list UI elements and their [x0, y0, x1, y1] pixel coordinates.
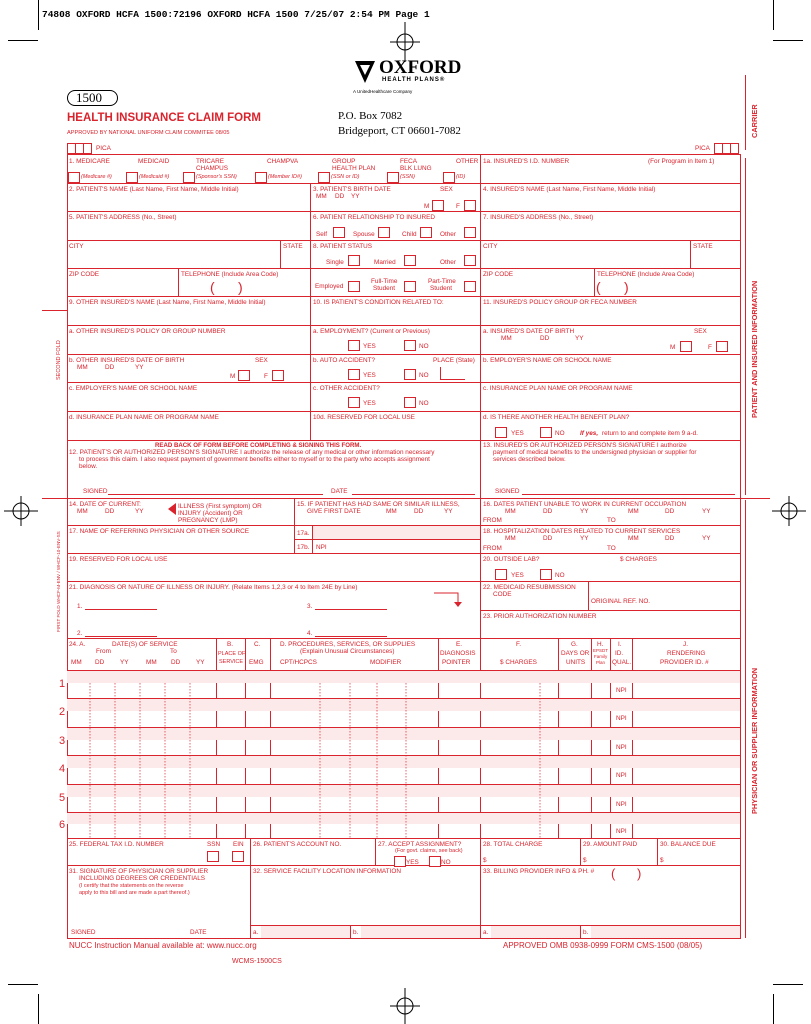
- label-24f: F.: [516, 641, 521, 648]
- label-program: (For Program in Item 1): [648, 158, 715, 165]
- label-sex: SEX: [440, 186, 453, 193]
- label-24g: G.: [571, 641, 578, 648]
- label-f: F: [264, 373, 268, 380]
- label-sig-12-line3: below.: [79, 463, 98, 470]
- label-student-pt: Student: [430, 285, 453, 292]
- pica-right: PICA: [695, 145, 710, 152]
- label-family: Family: [594, 654, 608, 659]
- pica-left: PICA: [96, 145, 111, 152]
- label-from: FROM: [483, 545, 502, 552]
- label-injury: INJURY (Accident) OR: [178, 510, 243, 517]
- label-total-charge: 28. TOTAL CHARGE: [483, 841, 543, 848]
- label-dd: DD: [335, 193, 345, 200]
- label-dd: DD: [105, 364, 115, 371]
- label-first-date: GIVE FIRST DATE: [307, 508, 361, 515]
- label-if-yes: If yes,: [580, 430, 599, 437]
- label-reserved-local: 10d. RESERVED FOR LOCAL USE: [313, 414, 415, 421]
- side-label-patient: PATIENT AND INSURED INFORMATION: [750, 280, 759, 418]
- label-insured-address: 7. INSURED'S ADDRESS (No., Street): [483, 214, 594, 221]
- label-diag-4: 4.: [307, 630, 313, 637]
- label-m: M: [230, 373, 236, 380]
- label-dollar: $: [583, 857, 587, 864]
- label-id: (ID): [456, 174, 466, 180]
- label-champus: CHAMPUS: [196, 165, 228, 172]
- label-sig-13-line2: payment of medical benefits to the undersigned physician or supplier for: [493, 449, 697, 456]
- label-24i: I.: [618, 641, 622, 648]
- shade-32b: [361, 926, 480, 938]
- fax-header: 74808 OXFORD HCFA 1500:72196 OXFORD HCFA 1500 7/25/07 2:54 PM Page 1: [42, 9, 430, 20]
- label-other-insured-name: 9. OTHER INSURED'S NAME (Last Name, First Name, Middle Initial): [69, 299, 266, 306]
- label-yes: YES: [363, 400, 376, 407]
- form-title: HEALTH INSURANCE CLAIM FORM: [67, 112, 261, 124]
- label-employment: a. EMPLOYMENT? (Current or Previous): [313, 328, 430, 335]
- label-prior-auth: 23. PRIOR AUTHORIZATION NUMBER: [483, 613, 597, 620]
- label-balance-due: 30. BALANCE DUE: [660, 841, 716, 848]
- label-sex: SEX: [255, 357, 268, 364]
- footer-nucc: NUCC Instruction Manual available at: www.nucc.org: [69, 941, 257, 950]
- line-number: 5: [59, 792, 66, 804]
- label-place-state: PLACE (State): [433, 357, 475, 364]
- label-mm: MM: [505, 508, 516, 515]
- side-label-carrier: CARRIER: [750, 104, 759, 138]
- label-insured-id: 1a. INSURED'S I.D. NUMBER: [483, 158, 570, 165]
- label-state-insured: STATE: [693, 243, 713, 250]
- label-dd: DD: [665, 508, 675, 515]
- label-date-31: DATE: [190, 929, 207, 936]
- label-mm: MM: [505, 535, 516, 542]
- label-no: NO: [419, 400, 429, 407]
- label-date: DATE: [331, 488, 348, 495]
- label-a-33: a.: [483, 929, 489, 936]
- label-npi-line: NPI: [616, 828, 627, 835]
- label-yy: YY: [135, 508, 144, 515]
- label-to: TO: [607, 545, 616, 552]
- label-spouse: Spouse: [353, 231, 375, 238]
- shade-32a: [261, 926, 350, 938]
- label-yes: YES: [511, 572, 524, 579]
- label-ssn-or-id: (SSN or ID): [331, 174, 360, 180]
- label-dollar: $: [483, 857, 487, 864]
- label-self: Self: [316, 231, 328, 238]
- shade-33b: [591, 926, 740, 938]
- label-physician-signature-4: apply to this bill and are made a part thereof.): [79, 890, 190, 896]
- label-sig-12-line2: to process this claim. I also request payment of government benefits either to myself or to the party who accepts assignment: [79, 456, 430, 463]
- label-explain: (Explain Unusual Circumstances): [300, 648, 395, 655]
- label-days-or: DAYS OR: [561, 650, 590, 657]
- label-date-current: 14. DATE OF CURRENT:: [69, 501, 141, 508]
- label-insured-dob: a. INSURED'S DATE OF BIRTH: [483, 328, 575, 335]
- label-diagnosis-24: DIAGNOSIS: [440, 650, 476, 657]
- label-other-status: Other: [440, 259, 456, 266]
- label-part-time: Part-Time: [428, 278, 456, 285]
- ssn-checkbox[interactable]: [207, 851, 219, 862]
- label-birth-date: 3. PATIENT'S BIRTH DATE: [313, 186, 391, 193]
- label-24c: C.: [254, 641, 261, 648]
- label-medicaid: MEDICAID: [138, 158, 170, 165]
- label-cpt: CPT/HCPCS: [280, 659, 317, 666]
- label-state: STATE: [283, 243, 303, 250]
- label-diag-3: 3.: [307, 603, 313, 610]
- label-no: NO: [419, 372, 429, 379]
- logo-tagline: A UnitedHealthcare Company: [353, 89, 413, 94]
- label-sig-13-line3: services described below.: [493, 456, 566, 463]
- label-units: UNITS: [566, 659, 586, 666]
- label-no: NO: [441, 859, 451, 866]
- label-govt-claims: (For govt. claims, see back): [395, 848, 463, 854]
- label-insurance-plan-9d: d. INSURANCE PLAN NAME OR PROGRAM NAME: [69, 414, 219, 421]
- footer-approved: APPROVED OMB 0938-0999 FORM CMS-1500 (08/05): [503, 941, 703, 950]
- label-17a: 17a.: [297, 530, 310, 537]
- label-group-health: HEALTH PLAN: [332, 165, 376, 172]
- label-telephone: TELEPHONE (Include Area Code): [181, 271, 279, 278]
- label-medicaid-resubmission: 22. MEDICAID RESUBMISSION: [483, 584, 576, 591]
- label-plan: Plan: [596, 660, 606, 665]
- label-sig-13-line1: 13. INSURED'S OR AUTHORIZED PERSON'S SIGNATURE I authorize: [483, 442, 687, 449]
- label-dd: DD: [543, 535, 553, 542]
- label-other-insured-dob: b. OTHER INSURED'S DATE OF BIRTH: [69, 357, 185, 364]
- label-24j: J.: [683, 641, 688, 648]
- assignment-yes-checkbox[interactable]: [394, 856, 406, 867]
- label-yy: YY: [135, 364, 144, 371]
- label-return-complete: return to and complete item 9 a-d.: [602, 430, 698, 437]
- label-yy: YY: [196, 659, 205, 666]
- label-provider-id: PROVIDER ID. #: [660, 659, 709, 666]
- label-17b: 17b.: [297, 544, 310, 551]
- label-b-32: b.: [353, 929, 359, 936]
- label-dates-of-service: DATE(S) OF SERVICE: [112, 641, 178, 648]
- label-condition-related: 10. IS PATIENT'S CONDITION RELATED TO:: [313, 299, 444, 306]
- label-procedures: D. PROCEDURES, SERVICES, OR SUPPLIES: [280, 641, 416, 648]
- label-yy: YY: [702, 508, 711, 515]
- label-zip: ZIP CODE: [69, 271, 100, 278]
- line-number: 4: [59, 763, 66, 775]
- address-line1: P.O. Box 7082: [338, 110, 403, 122]
- label-account-no: 26. PATIENT'S ACCOUNT NO.: [253, 841, 342, 848]
- label-yy: YY: [444, 508, 453, 515]
- label-dd: DD: [540, 335, 550, 342]
- label-signed-31: SIGNED: [71, 929, 96, 936]
- label-dd: DD: [105, 508, 115, 515]
- label-medicaid-id: (Medicaid #): [139, 174, 170, 180]
- label-npi-line: NPI: [616, 687, 627, 694]
- label-tax-id: 25. FEDERAL TAX I.D. NUMBER: [69, 841, 164, 848]
- label-yy: YY: [120, 659, 129, 666]
- label-read-back: READ BACK OF FORM BEFORE COMPLETING & SIGNING THIS FORM.: [155, 442, 362, 449]
- label-physician-signature-2: INCLUDING DEGREES OR CREDENTIALS: [79, 875, 206, 882]
- side-label-first-fold: FIRST FOLD WHCF-M-ENV / WHCF-10-ENV-SS: [56, 531, 61, 632]
- label-illness: ILLNESS (First symptom) OR: [178, 503, 262, 510]
- label-employed: Employed: [315, 283, 344, 290]
- label-yes: YES: [363, 343, 376, 350]
- side-label-physician: PHYSICIAN OR SUPPLIER INFORMATION: [750, 667, 759, 814]
- logo-sub: HEALTH PLANS®: [382, 77, 446, 83]
- label-similar-illness: 15. IF PATIENT HAS HAD SAME OR SIMILAR ILLNESS,: [297, 501, 460, 508]
- approved-by: APPROVED BY NATIONAL UNIFORM CLAIM COMMITEE 08/05: [67, 130, 230, 136]
- line-number: 3: [59, 735, 66, 747]
- label-auto-accident: b. AUTO ACCIDENT?: [313, 357, 376, 364]
- label-npi-line: NPI: [616, 744, 627, 751]
- label-sex: SEX: [694, 328, 707, 335]
- label-mm: MM: [628, 508, 639, 515]
- label-tricare: TRICARE: [196, 158, 225, 165]
- label-m: M: [670, 344, 676, 351]
- label-facility-location: 32. SERVICE FACILITY LOCATION INFORMATION: [253, 868, 401, 875]
- label-other: OTHER: [456, 158, 479, 165]
- footer-code: WCMS-1500CS: [232, 958, 282, 965]
- label-ssn: (SSN): [400, 174, 415, 180]
- label-no: NO: [419, 343, 429, 350]
- label-no: NO: [555, 572, 565, 579]
- label-another-plan: d. IS THERE ANOTHER HEALTH BENEFIT PLAN?: [483, 414, 630, 421]
- label-blk-lung: BLK LUNG: [400, 165, 432, 172]
- label-npi-line: NPI: [616, 801, 627, 808]
- label-insured-name: 4. INSURED'S NAME (Last Name, First Name, Middle Initial): [483, 186, 656, 193]
- label-from-24: From: [96, 648, 111, 655]
- label-emg: EMG: [249, 659, 264, 666]
- phone-parens: ( ): [210, 279, 243, 295]
- label-pointer: POINTER: [442, 659, 471, 666]
- label-zip-insured: ZIP CODE: [483, 271, 514, 278]
- label-f: F: [708, 344, 712, 351]
- label-modifier: MODIFIER: [370, 659, 402, 666]
- shade-33a: [491, 926, 580, 938]
- label-place-of: PLACE OF: [218, 651, 246, 657]
- phone-parens-insured: ( ): [596, 279, 629, 295]
- label-diagnosis: 21. DIAGNOSIS OR NATURE OF ILLNESS OR INJURY. (Relate Items 1,2,3 or 4 to Item 24E by Line): [69, 584, 358, 591]
- label-child: Child: [402, 231, 417, 238]
- label-sig-12-line1: 12. PATIENT'S OR AUTHORIZED PERSON'S SIGNATURE I authorize the release of any medical or other information necessary: [69, 449, 435, 456]
- label-member-id: (Member ID#): [268, 174, 302, 180]
- label-city: CITY: [69, 243, 84, 250]
- label-patient-status: 8. PATIENT STATUS: [313, 243, 373, 250]
- label-to-24: To: [170, 648, 177, 655]
- label-b-33: b.: [583, 929, 589, 936]
- line-number: 1: [59, 678, 66, 690]
- label-24a: 24. A.: [69, 641, 86, 648]
- label-mm: MM: [77, 364, 88, 371]
- label-reserved-local-19: 19. RESERVED FOR LOCAL USE: [69, 556, 168, 563]
- label-charges-24: $ CHARGES: [500, 659, 537, 666]
- label-outside-lab: 20. OUTSIDE LAB?: [483, 556, 540, 563]
- label-medicare: 1. MEDICARE: [69, 158, 110, 165]
- label-a-32: a.: [253, 929, 259, 936]
- label-relationship: 6. PATIENT RELATIONSHIP TO INSURED: [313, 214, 436, 221]
- label-code: CODE: [493, 591, 512, 598]
- label-billing-provider: 33. BILLING PROVIDER INFO & PH. #: [483, 868, 595, 875]
- label-physician-signature-1: 31. SIGNATURE OF PHYSICIAN OR SUPPLIER: [69, 868, 209, 875]
- label-npi-17b: NPI: [316, 544, 327, 551]
- label-dollar: $: [660, 857, 664, 864]
- label-employer-name: b. EMPLOYER'S NAME OR SCHOOL NAME: [483, 357, 612, 364]
- label-yy: YY: [580, 535, 589, 542]
- label-charges-20: $ CHARGES: [620, 556, 657, 563]
- label-patient-address: 5. PATIENT'S ADDRESS (No., Street): [69, 214, 177, 221]
- label-group: GROUP: [332, 158, 356, 165]
- label-single: Single: [326, 259, 344, 266]
- label-ein: EIN: [233, 841, 244, 848]
- label-24h: H.: [597, 641, 604, 648]
- label-from: FROM: [483, 517, 502, 524]
- label-ssn-25: SSN: [207, 841, 221, 848]
- label-dd: DD: [543, 508, 553, 515]
- label-yes: YES: [406, 859, 419, 866]
- label-m: M: [424, 203, 430, 210]
- label-referring-physician: 17. NAME OF REFERRING PHYSICIAN OR OTHER SOURCE: [69, 528, 250, 535]
- label-sponsor-ssn: (Sponsor's SSN): [196, 174, 237, 180]
- label-champva: CHAMPVA: [267, 158, 299, 165]
- label-city-insured: CITY: [483, 243, 498, 250]
- logo-name: OXFORD: [379, 57, 462, 78]
- line-number: 6: [59, 819, 66, 831]
- label-signed: SIGNED: [83, 488, 108, 495]
- label-yy: YY: [351, 193, 360, 200]
- label-married: Married: [374, 259, 396, 266]
- label-mm: MM: [501, 335, 512, 342]
- address-line2: Bridgeport, CT 06601-7082: [338, 125, 461, 137]
- label-service: SERVICE: [219, 659, 244, 665]
- label-telephone-insured: TELEPHONE (Include Area Code): [597, 271, 695, 278]
- line-number: 2: [59, 706, 66, 718]
- ein-checkbox[interactable]: [232, 851, 244, 862]
- label-npi-line: NPI: [616, 715, 627, 722]
- label-signed-insured: SIGNED: [495, 488, 520, 495]
- label-f: F: [456, 203, 460, 210]
- label-dd: DD: [414, 508, 424, 515]
- label-24b: B.: [227, 641, 234, 648]
- label-full-time: Full-Time: [371, 278, 398, 285]
- label-dd: DD: [171, 659, 181, 666]
- label-diag-1: 1.: [77, 603, 83, 610]
- label-yy: YY: [702, 535, 711, 542]
- label-yy: YY: [575, 335, 584, 342]
- label-to: TO: [607, 517, 616, 524]
- label-amount-paid: 29. AMOUNT PAID: [583, 841, 638, 848]
- label-yy: YY: [580, 508, 589, 515]
- form-number: 1500: [76, 90, 102, 105]
- label-mm: MM: [146, 659, 157, 666]
- side-label-second-fold: SECOND FOLD: [56, 340, 62, 380]
- label-other-accident: c. OTHER ACCIDENT?: [313, 385, 380, 392]
- label-npi-line: NPI: [616, 772, 627, 779]
- label-other-rel: Other: [440, 231, 456, 238]
- label-id-24: ID.: [615, 650, 624, 657]
- label-pregnancy: PREGNANCY (LMP): [178, 517, 238, 524]
- label-mm: MM: [316, 193, 327, 200]
- billing-phone-parens: ( ): [611, 866, 642, 881]
- label-insurance-plan: c. INSURANCE PLAN NAME OR PROGRAM NAME: [483, 385, 633, 392]
- label-mm: MM: [628, 535, 639, 542]
- label-unable-work: 16. DATES PATIENT UNABLE TO WORK IN CURRENT OCCUPATION: [483, 501, 687, 508]
- label-patient-name: 2. PATIENT'S NAME (Last Name, First Name, Middle Initial): [69, 186, 239, 193]
- label-accept-assignment: 27. ACCEPT ASSIGNMENT?: [378, 841, 462, 848]
- label-medicare-id: (Medicare #): [81, 174, 112, 180]
- label-yes: YES: [511, 430, 524, 437]
- label-qual: QUAL.: [612, 659, 632, 666]
- label-mm: MM: [386, 508, 397, 515]
- label-no: NO: [555, 430, 565, 437]
- label-student-ft: Student: [373, 285, 396, 292]
- label-dd: DD: [95, 659, 105, 666]
- label-feca: FECA: [400, 158, 418, 165]
- label-employer-school: c. EMPLOYER'S NAME OR SCHOOL NAME: [69, 385, 198, 392]
- label-rendering: RENDERING: [667, 650, 706, 657]
- label-mm: MM: [77, 508, 88, 515]
- label-dd: DD: [665, 535, 675, 542]
- label-epsdt: EPSDT: [593, 648, 609, 653]
- label-mm: MM: [71, 659, 82, 666]
- label-24e: E.: [456, 641, 463, 648]
- assignment-no-checkbox[interactable]: [429, 856, 441, 867]
- label-policy-group: 11. INSURED'S POLICY GROUP OR FECA NUMBER: [483, 299, 637, 306]
- label-diag-2: 2.: [77, 630, 83, 637]
- label-hospitalization: 18. HOSPITALIZATION DATES RELATED TO CURRENT SERVICES: [483, 528, 681, 535]
- label-yes: YES: [363, 372, 376, 379]
- label-other-policy: a. OTHER INSURED'S POLICY OR GROUP NUMBER: [69, 328, 226, 335]
- label-physician-signature-3: (I certify that the statements on the reverse: [79, 883, 184, 889]
- label-original-ref: ORIGINAL REF. NO.: [591, 598, 651, 605]
